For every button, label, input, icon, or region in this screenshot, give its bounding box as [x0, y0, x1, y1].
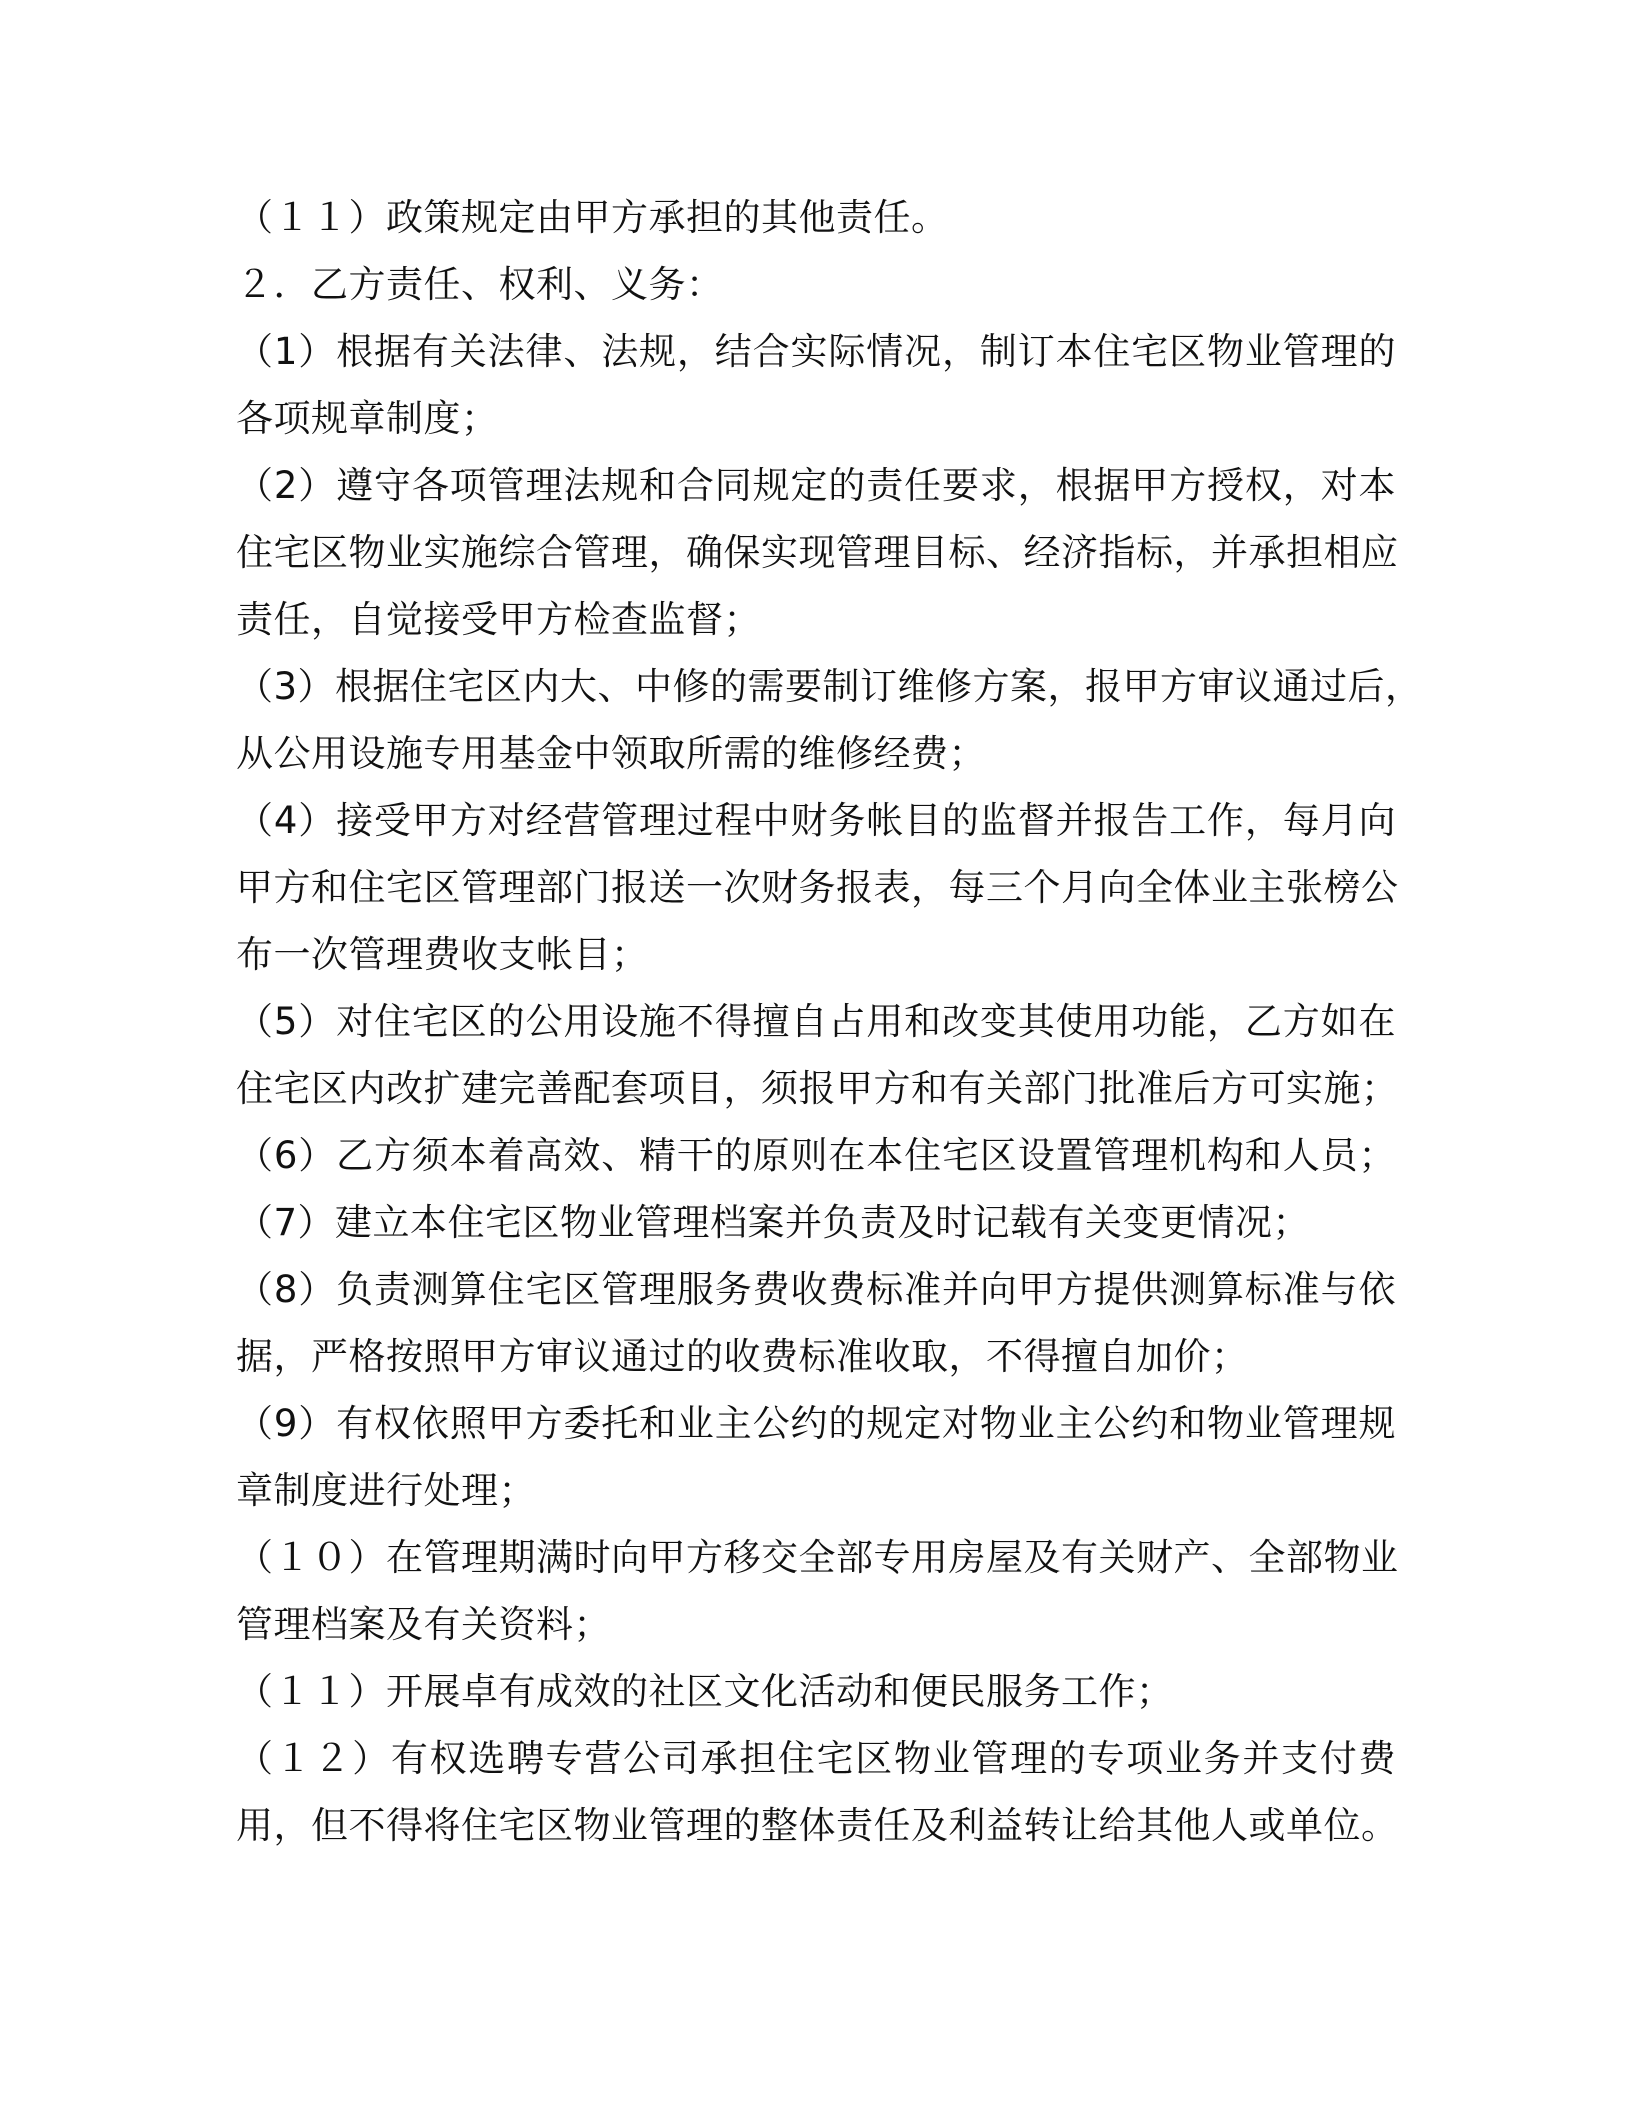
text-line: （１０）在管理期满时向甲方移交全部专用房屋及有关财产、全部物业: [236, 1536, 1399, 1579]
text-line: 用，但不得将住宅区物业管理的整体责任及利益转让给其他人或单位。: [236, 1804, 1399, 1847]
document-body: [236, 184, 1423, 1859]
text-line: （3）根据住宅区内大、中修的需要制订维修方案，报甲方审议通过后，: [236, 665, 1423, 708]
text-line: 据，严格按照甲方审议通过的收费标准收取，不得擅自加价；: [236, 1335, 1249, 1378]
text-line: 各项规章制度；: [236, 397, 499, 440]
text-line: （１１）政策规定由甲方承担的其他责任。: [236, 196, 949, 239]
text-line: 管理档案及有关资料；: [236, 1603, 611, 1646]
text-line: 从公用设施专用基金中领取所需的维修经费；: [236, 732, 986, 775]
text-line: 住宅区物业实施综合管理，确保实现管理目标、经济指标，并承担相应: [236, 531, 1399, 574]
text-line: （7）建立本住宅区物业管理档案并负责及时记载有关变更情况；: [236, 1201, 1311, 1244]
text-line: （6）乙方须本着高效、精干的原则在本住宅区设置管理机构和人员；: [236, 1134, 1396, 1177]
text-line: 章制度进行处理；: [236, 1469, 536, 1512]
text-line: （5）对住宅区的公用设施不得擅自占用和改变其使用功能，乙方如在: [236, 1000, 1396, 1043]
text-line: （2）遵守各项管理法规和合同规定的责任要求，根据甲方授权，对本: [236, 464, 1396, 507]
text-line: 住宅区内改扩建完善配套项目，须报甲方和有关部门批准后方可实施；: [236, 1067, 1399, 1110]
text-line: （１２）有权选聘专营公司承担住宅区物业管理的专项业务并支付费: [236, 1737, 1396, 1780]
text-line: （8）负责测算住宅区管理服务费收费标准并向甲方提供测算标准与依: [236, 1268, 1396, 1311]
text-line: （1）根据有关法律、法规，结合实际情况，制订本住宅区物业管理的: [236, 330, 1396, 373]
section-heading: ２．乙方责任、权利、义务：: [236, 263, 724, 306]
text-line: （4）接受甲方对经营管理过程中财务帐目的监督并报告工作，每月向: [236, 799, 1396, 842]
text-line: 责任，自觉接受甲方检查监督；: [236, 598, 761, 641]
text-line: （9）有权依照甲方委托和业主公约的规定对物业主公约和物业管理规: [236, 1402, 1396, 1445]
text-line: 布一次管理费收支帐目；: [236, 933, 649, 976]
text-line: 甲方和住宅区管理部门报送一次财务报表，每三个月向全体业主张榜公: [236, 866, 1399, 909]
text-line: （１１）开展卓有成效的社区文化活动和便民服务工作；: [236, 1670, 1174, 1713]
